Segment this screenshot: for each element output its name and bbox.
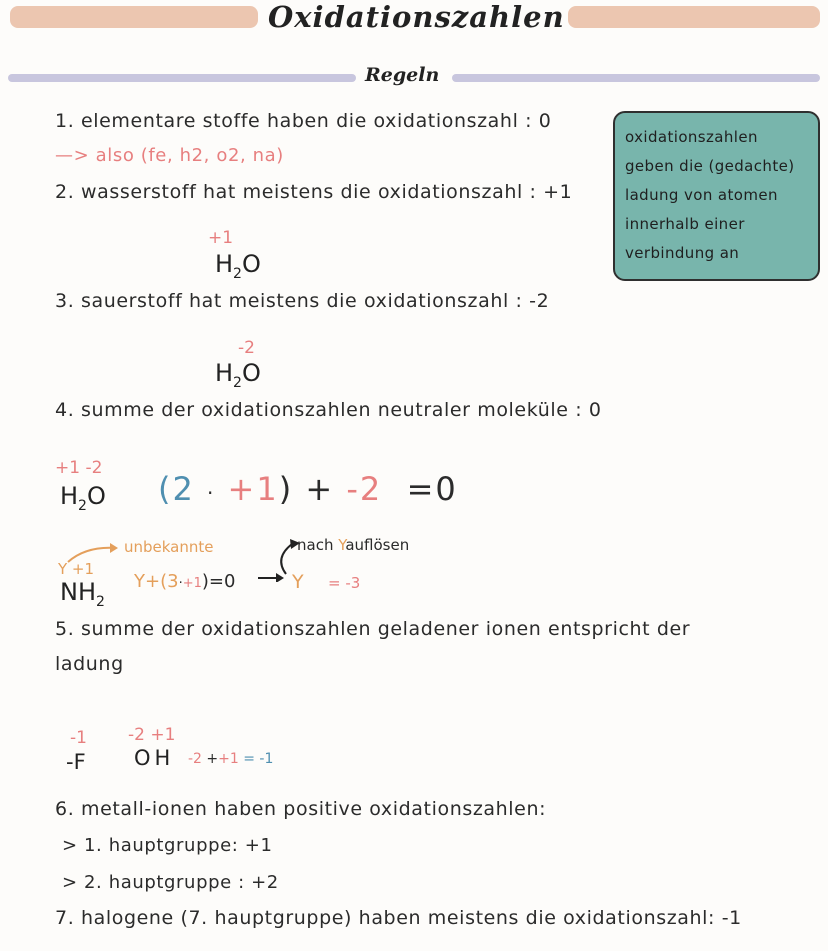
rule-6: 6. metall-ionen haben positive oxidationszahlen: xyxy=(55,798,547,820)
result-y: Y xyxy=(292,571,304,593)
solve-y: Y xyxy=(338,536,346,554)
ion-oh: OH xyxy=(134,746,175,770)
note-line: geben die (gedachte) xyxy=(625,157,795,175)
rule-6-a: > 1. hauptgruppe: +1 xyxy=(62,835,273,856)
formula-h2o-1 xyxy=(215,250,261,282)
solve-post: auflösen xyxy=(345,536,410,554)
rule-6-b: > 2. hauptgruppe : +2 xyxy=(62,872,279,893)
rule-1-example: —> also (fe, h2, o2, na) xyxy=(55,145,284,166)
solve-pre: nach xyxy=(297,536,334,554)
definition-note xyxy=(613,111,820,281)
element-h: H xyxy=(215,359,234,387)
oh-eq-a: -2 xyxy=(188,751,202,767)
subscript: 2 xyxy=(233,265,242,282)
eq-plus1: +1 xyxy=(227,470,279,508)
formula-h2o-3 xyxy=(60,482,106,514)
eq-y: Y+(3 xyxy=(134,571,179,592)
eq-plus: + xyxy=(305,470,335,508)
element-h: H xyxy=(60,482,79,510)
element-h: H xyxy=(215,250,234,278)
unknown-label: unbekannte xyxy=(124,538,214,556)
note-line: ladung von atomen xyxy=(625,186,778,204)
h2o-charge-o: -2 xyxy=(238,338,255,358)
ion-f: -F xyxy=(66,750,86,774)
subscript: 2 xyxy=(96,593,105,610)
subscript: 2 xyxy=(78,497,87,514)
nh2-equation xyxy=(134,571,235,592)
eq-plus1: +1 xyxy=(182,576,202,591)
formula-h2o-2 xyxy=(215,359,261,391)
rule-5-cont: ladung xyxy=(55,653,124,675)
subscript: 2 xyxy=(233,374,242,391)
eq-minus2: -2 xyxy=(346,470,383,508)
eq-equals: =0 xyxy=(406,470,458,508)
rule-5: 5. summe der oxidationszahlen geladener ionen entspricht der xyxy=(55,618,691,640)
header-bar-left xyxy=(10,6,258,28)
charge-h: +1 xyxy=(55,458,81,478)
oh-eq-b: +1 xyxy=(218,751,239,767)
rule-3: 3. sauerstoff hat meistens die oxidationszahl : -2 xyxy=(55,290,550,312)
eq-close: ) xyxy=(278,470,294,508)
note-line: verbindung an xyxy=(625,244,740,262)
header-bar-right xyxy=(568,6,820,28)
eq-dot: · xyxy=(207,481,216,505)
rule-4: 4. summe der oxidationszahlen neutraler moleküle : 0 xyxy=(55,399,602,421)
note-line: innerhalb einer xyxy=(625,215,745,233)
h2o-charges xyxy=(55,458,102,478)
sum-equation xyxy=(158,470,458,508)
result-value: = -3 xyxy=(328,574,361,592)
formula-nh2 xyxy=(60,578,105,610)
element-o: O xyxy=(86,482,106,510)
oh-eq-plus: + xyxy=(206,751,219,767)
subheader-bar-right xyxy=(452,74,820,82)
oh-charges: -2 +1 xyxy=(128,725,176,745)
solve-note xyxy=(297,536,409,554)
eq-dot: · xyxy=(178,576,183,591)
element-o: O xyxy=(241,250,261,278)
subheader-bar-left xyxy=(8,74,356,82)
section-title: Regeln xyxy=(365,64,440,86)
f-charge: -1 xyxy=(70,728,87,748)
eq-rest: )=0 xyxy=(201,571,236,592)
oh-eq-result: = -1 xyxy=(243,751,274,767)
oh-equation xyxy=(188,751,273,767)
rule-1: 1. elementare stoffe haben die oxidationszahl : 0 xyxy=(55,110,552,132)
element-o: O xyxy=(241,359,261,387)
rule-2: 2. wasserstoff hat meistens die oxidationszahl : +1 xyxy=(55,181,573,203)
rule-7: 7. halogene (7. hauptgruppe) haben meistens die oxidationszahl: -1 xyxy=(55,907,742,929)
nh2-charges: Y +1 xyxy=(58,560,95,578)
h2o-charge-h: +1 xyxy=(208,228,234,248)
note-line: oxidationszahlen xyxy=(625,128,758,146)
element-nh: NH xyxy=(60,578,96,606)
eq-open: (2 xyxy=(158,470,195,508)
charge-o: -2 xyxy=(85,458,103,478)
page-title: Oxidationszahlen xyxy=(268,0,565,34)
